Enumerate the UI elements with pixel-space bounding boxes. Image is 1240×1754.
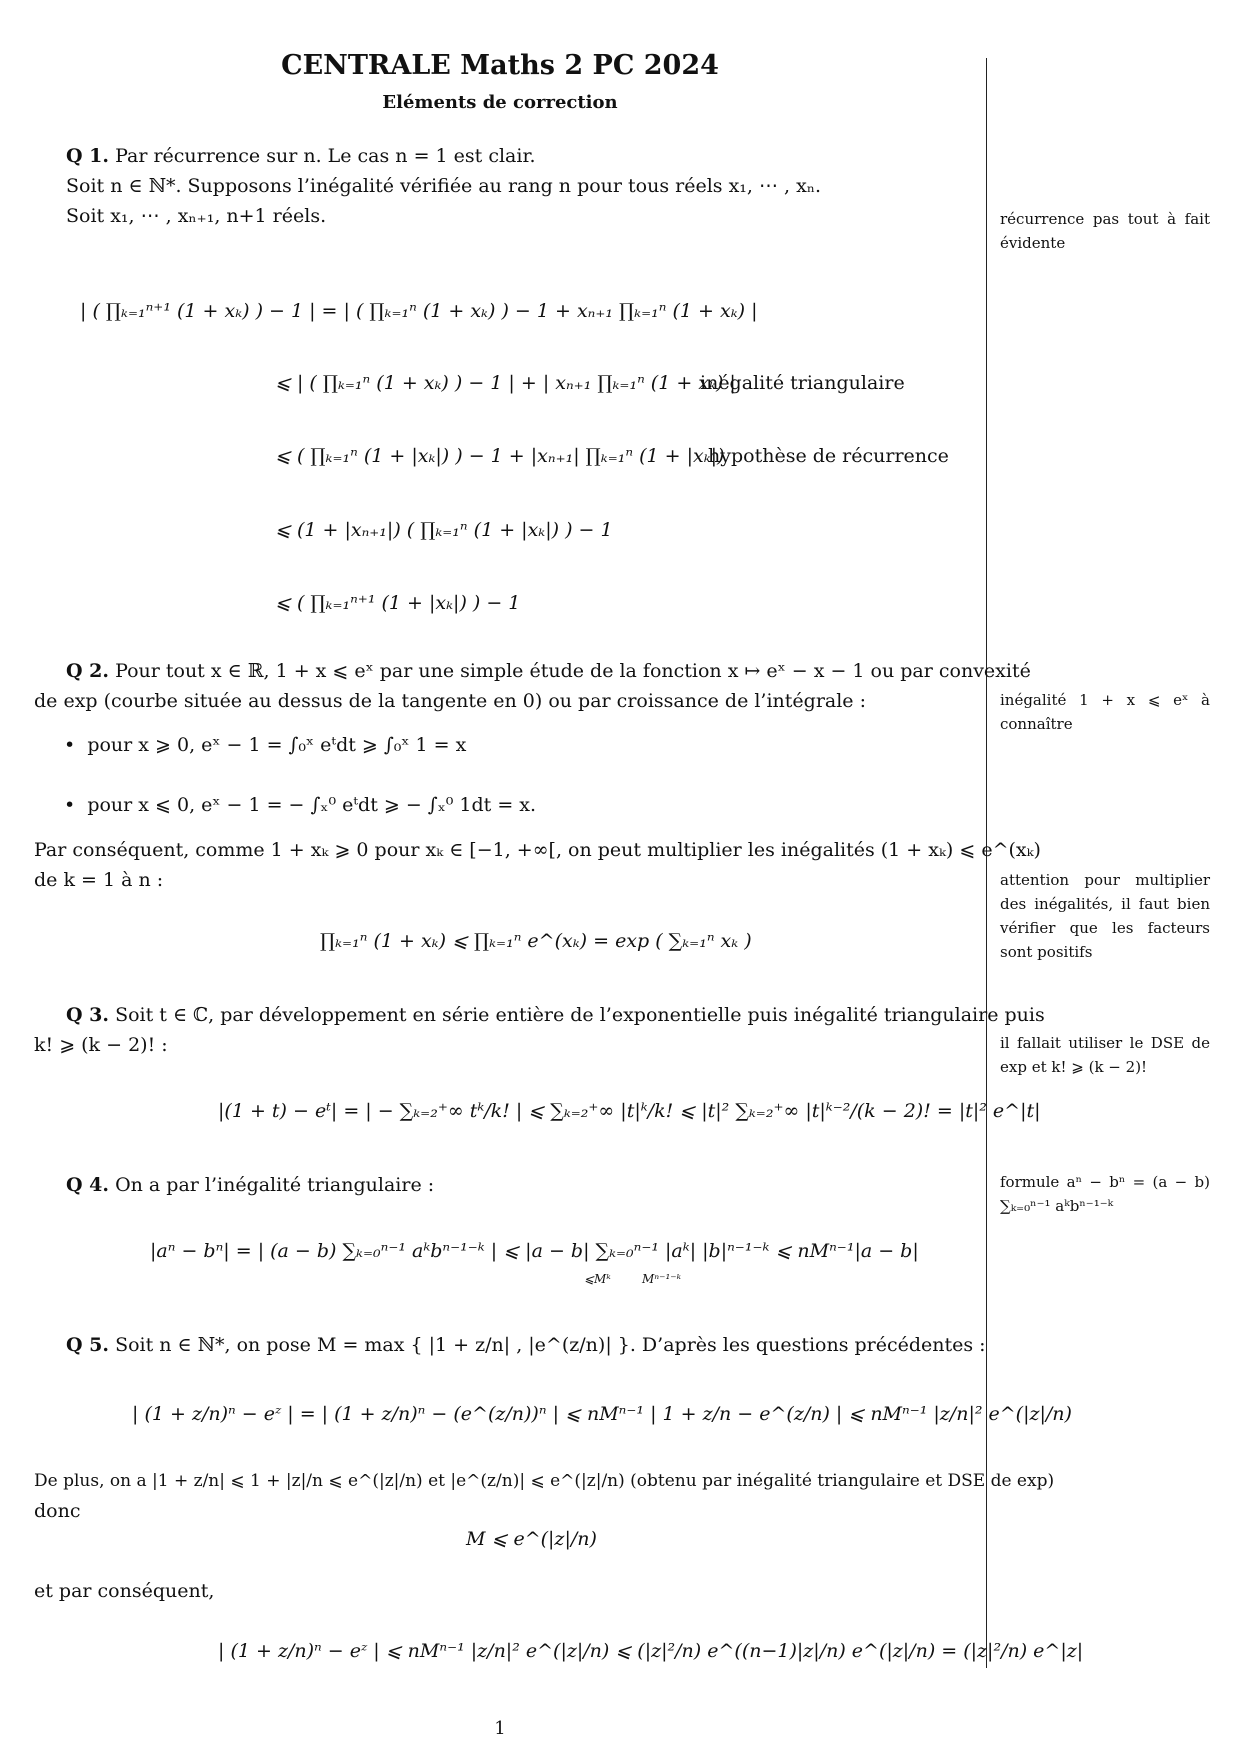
q1-line-3: Soit x₁, ⋯ , xₙ₊₁, n+1 réels.: [66, 205, 327, 227]
q1-equation-4: ⩽ (1 + |xₙ₊₁|) ( ∏ₖ₌₁ⁿ (1 + |xₖ|) ) − 1: [275, 519, 613, 541]
q5-label: Q 5.: [66, 1334, 110, 1356]
q1-label: Q 1.: [66, 145, 110, 167]
q4-text-1: On a par l’inégalité triangulaire :: [115, 1174, 435, 1196]
q5-line-2: De plus, on a |1 + z/n| ⩽ 1 + |z|/n ⩽ e^(|z|/n) et |e^(z/n)| ⩽ e^(|z|/n) (obtenu par inégalité triangulaire et DSE de exp): [34, 1471, 1055, 1491]
q5-text-1: Soit n ∈ ℕ*, on pose M = max { |1 + z/n| , |e^(z/n)| }. D’après les questions précédentes :: [115, 1334, 986, 1356]
bullet-icon: •: [64, 794, 76, 816]
q3-label: Q 3.: [66, 1004, 110, 1026]
q4-line-1: [66, 1170, 434, 1200]
q5-equation-2: M ⩽ e^(|z|/n): [466, 1528, 597, 1550]
page-subtitle: Eléments de correction: [382, 92, 618, 113]
q2-margin-note-1: inégalité 1 + x ⩽ eˣ à connaître: [1000, 691, 1210, 733]
q1-line-2: Soit n ∈ ℕ*. Supposons l’inégalité vérifiée au rang n pour tous réels x₁, ⋯ , xₙ.: [66, 175, 822, 197]
q5-line-1: [66, 1330, 986, 1360]
q2-bullet-2-text: pour x ⩽ 0, eˣ − 1 = − ∫ₓ⁰ eᵗdt ⩾ − ∫ₓ⁰ 1dt = x.: [87, 794, 537, 816]
q2-margin-note-2: attention pour multiplier des inégalités, il faut bien vérifier que les facteurs sont positifs: [1000, 871, 1210, 961]
q3-line-1: [66, 1000, 1045, 1030]
q5-equation-3: | (1 + z/n)ⁿ − eᶻ | ⩽ nMⁿ⁻¹ |z/n|² e^(|z|/n) ⩽ (|z|²/n) e^((n−1)|z|/n) e^(|z|/n) = (|z|²/n) e^|z|: [218, 1640, 1084, 1662]
q3-margin-note: il fallait utiliser le DSE de exp et k! ⩾ (k − 2)!: [1000, 1034, 1210, 1076]
q1-equation-2-note: inégalité triangulaire: [700, 372, 905, 394]
q2-bullet-1-text: pour x ⩾ 0, eˣ − 1 = ∫₀ˣ eᵗdt ⩾ ∫₀ˣ 1 = x: [87, 734, 467, 756]
q2-line-1: [66, 656, 1031, 686]
q2-line-2: de exp (courbe située au dessus de la tangente en 0) ou par croissance de l’intégrale :: [34, 690, 866, 712]
q2-line-4: de k = 1 à n :: [34, 869, 164, 891]
q2-line-3: Par conséquent, comme 1 + xₖ ⩾ 0 pour xₖ ∈ [−1, +∞[, on peut multiplier les inégalités (1 + xₖ) ⩽ e^(xₖ): [34, 839, 1041, 861]
q4-underbrace-2: Mⁿ⁻¹⁻ᵏ: [642, 1272, 682, 1286]
q4-equation: |aⁿ − bⁿ| = | (a − b) ∑ₖ₌₀ⁿ⁻¹ aᵏbⁿ⁻¹⁻ᵏ | ⩽ |a − b| ∑ₖ₌₀ⁿ⁻¹ |aᵏ| |b|ⁿ⁻¹⁻ᵏ ⩽ nMⁿ⁻¹|a − b|: [150, 1240, 919, 1262]
q3-equation: |(1 + t) − eᵗ| = | − ∑ₖ₌₂⁺∞ tᵏ/k! | ⩽ ∑ₖ₌₂⁺∞ |t|ᵏ/k! ⩽ |t|² ∑ₖ₌₂⁺∞ |t|ᵏ⁻²/(k − 2)! = |t|² e^|t|: [218, 1100, 1041, 1122]
q5-line-4: et par conséquent,: [34, 1580, 215, 1602]
q1-equation-1: | ( ∏ₖ₌₁ⁿ⁺¹ (1 + xₖ) ) − 1 | = | ( ∏ₖ₌₁ⁿ (1 + xₖ) ) − 1 + xₙ₊₁ ∏ₖ₌₁ⁿ (1 + xₖ) |: [80, 300, 758, 322]
q1-margin-note: récurrence pas tout à fait évidente: [1000, 210, 1210, 252]
q1-equation-3: ⩽ ( ∏ₖ₌₁ⁿ (1 + |xₖ|) ) − 1 + |xₙ₊₁| ∏ₖ₌₁ⁿ (1 + |xₖ|): [275, 445, 725, 467]
q3-line-2: k! ⩾ (k − 2)! :: [34, 1034, 168, 1056]
page-title: CENTRALE Maths 2 PC 2024: [281, 50, 719, 81]
q2-equation: ∏ₖ₌₁ⁿ (1 + xₖ) ⩽ ∏ₖ₌₁ⁿ e^(xₖ) = exp ( ∑ₖ₌₁ⁿ xₖ ): [320, 930, 752, 952]
q4-margin-note: formule aⁿ − bⁿ = (a − b) ∑ₖ₌₀ⁿ⁻¹ aᵏbⁿ⁻¹⁻ᵏ: [1000, 1173, 1210, 1215]
q1-equation-2: ⩽ | ( ∏ₖ₌₁ⁿ (1 + xₖ) ) − 1 | + | xₙ₊₁ ∏ₖ₌₁ⁿ (1 + xₖ) |: [275, 372, 736, 394]
q1-line-1: [66, 141, 536, 171]
q2-label: Q 2.: [66, 660, 110, 682]
bullet-icon: •: [64, 734, 76, 756]
q1-text-1: Par récurrence sur n. Le cas n = 1 est clair.: [115, 145, 536, 167]
q4-underbrace-1: ⩽Mᵏ: [584, 1272, 611, 1286]
q5-line-3: donc: [34, 1500, 81, 1522]
q1-equation-3-note: hypothèse de récurrence: [708, 445, 949, 467]
q2-bullet-2: [64, 790, 536, 820]
q3-text-1: Soit t ∈ ℂ, par développement en série entière de l’exponentielle puis inégalité triangulaire puis: [115, 1004, 1045, 1026]
q5-equation-1: | (1 + z/n)ⁿ − eᶻ | = | (1 + z/n)ⁿ − (e^(z/n))ⁿ | ⩽ nMⁿ⁻¹ | 1 + z/n − e^(z/n) | ⩽ nMⁿ⁻¹ |z/n|² e^(|z|/n): [132, 1403, 1072, 1425]
q1-equation-5: ⩽ ( ∏ₖ₌₁ⁿ⁺¹ (1 + |xₖ|) ) − 1: [275, 592, 521, 614]
q4-label: Q 4.: [66, 1174, 110, 1196]
page-number: 1: [494, 1718, 506, 1739]
q2-text-1: Pour tout x ∈ ℝ, 1 + x ⩽ eˣ par une simple étude de la fonction x ↦ eˣ − x − 1 ou par convexité: [115, 660, 1031, 682]
q2-bullet-1: [64, 730, 466, 760]
